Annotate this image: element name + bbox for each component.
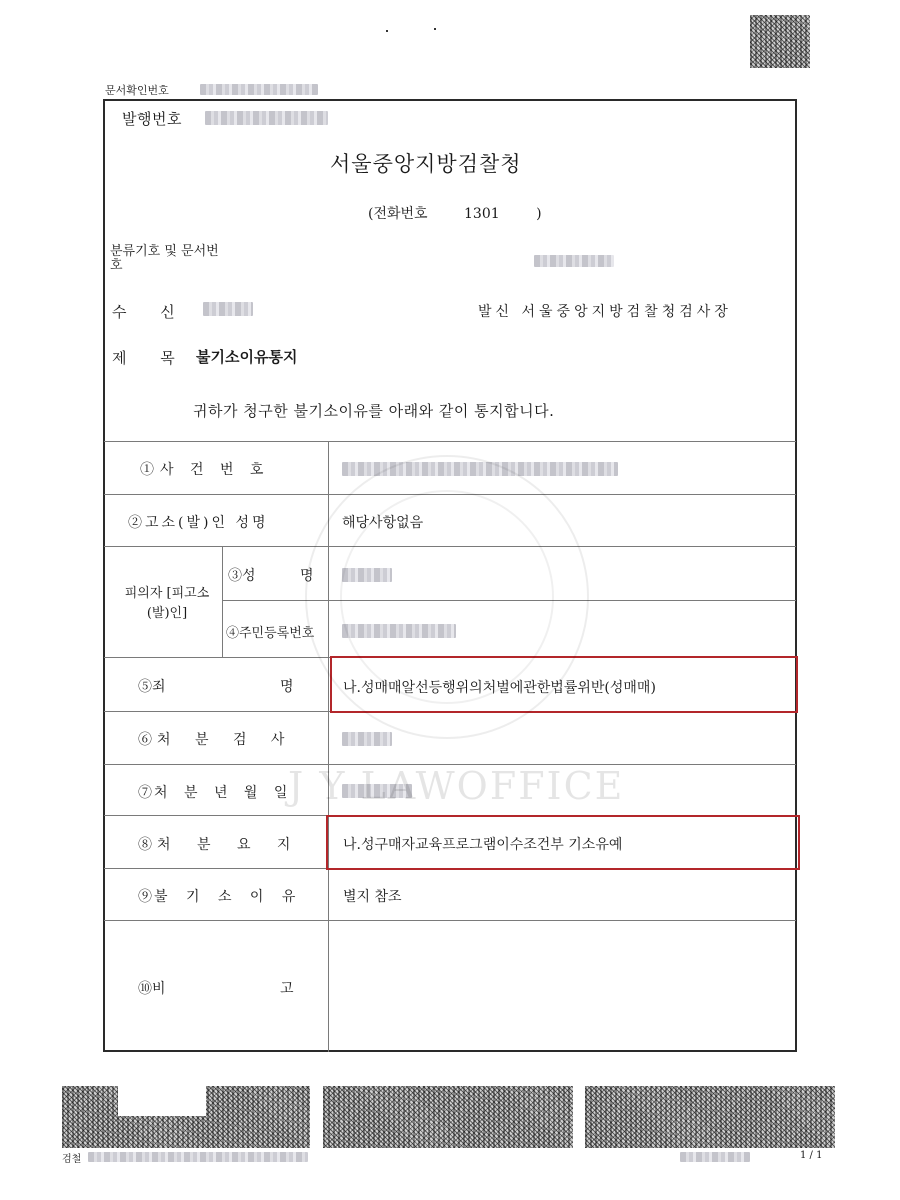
label-suspect-group: 피의자 [피고소(발)인]: [124, 586, 210, 621]
disposition-highlight-box: [326, 815, 800, 870]
page-number: 1 / 1: [800, 1150, 823, 1161]
intro-text: 귀하가 청구한 불기소이유를 아래와 같이 통지합니다.: [193, 402, 555, 420]
redacted-footer-date: [680, 1152, 750, 1162]
phone-close: ): [536, 206, 542, 222]
label-suspect-name: ③성 명: [228, 568, 314, 584]
table-rule: [104, 920, 796, 921]
redacted-date: [534, 255, 614, 267]
label-prosecutor: ⑥처 분 검 사: [138, 732, 290, 748]
table-column-rule: [222, 546, 223, 657]
scan-dot: [386, 30, 388, 32]
issue-no-label: 발행번호: [122, 110, 182, 128]
complainant-value: 해당사항없음: [342, 515, 424, 531]
sender: 발신 서울중앙지방검찰청검사장: [478, 304, 732, 320]
barcode-gap: [118, 1086, 206, 1116]
label-case-no: ①사 건 번 호: [140, 462, 270, 478]
qr-code: [750, 15, 810, 68]
label-date: ⑦처 분 년 월 일: [138, 785, 290, 801]
redacted-footer: [88, 1152, 308, 1162]
subject-label: 제 목: [112, 349, 176, 367]
barcode: [323, 1086, 573, 1148]
barcode: [585, 1086, 835, 1148]
phone-label: (전화번호: [368, 206, 428, 222]
label-reason: ⑨불 기 소 이 유: [138, 889, 298, 905]
redacted-issue-no: [205, 111, 328, 125]
label-crime: ⑤죄 명: [138, 679, 294, 695]
label-disposition: ⑧처 분 요 지: [138, 837, 296, 853]
label-remarks: ⑩비 고: [138, 981, 294, 997]
doc-check-label: 문서확인번호: [105, 84, 169, 97]
watermark-emblem-inner: [340, 490, 554, 704]
crime-value: 나.성매매알선등행위의처벌에관한법률위반(성매매): [343, 680, 656, 696]
disposition-value: 나.성구매자교육프로그램이수조건부 기소유예: [343, 837, 623, 853]
recipient-label: 수 신: [112, 303, 176, 321]
watermark-text: J Y LAWOFFICE: [288, 764, 625, 808]
page-title: 서울중앙지방검찰청: [330, 152, 522, 176]
reason-value: 별지 참조: [343, 889, 402, 905]
redacted-prosecutor: [342, 732, 392, 746]
table-rule: [104, 441, 796, 442]
subject: 불기소이유통지: [196, 348, 298, 366]
phone-line: [368, 203, 542, 223]
phone-number: 1301: [464, 206, 500, 222]
redacted-recipient: [203, 302, 253, 316]
classification-label: 분류기호 및 문서번호: [110, 244, 219, 273]
footer-left: 검철: [62, 1154, 82, 1165]
scan-dot: [434, 28, 436, 30]
label-suspect-id: ④주민등록번호: [226, 626, 315, 641]
redacted-doc-check-no: [200, 84, 318, 95]
label-complainant: ②고소(발)인 성명: [128, 515, 269, 531]
